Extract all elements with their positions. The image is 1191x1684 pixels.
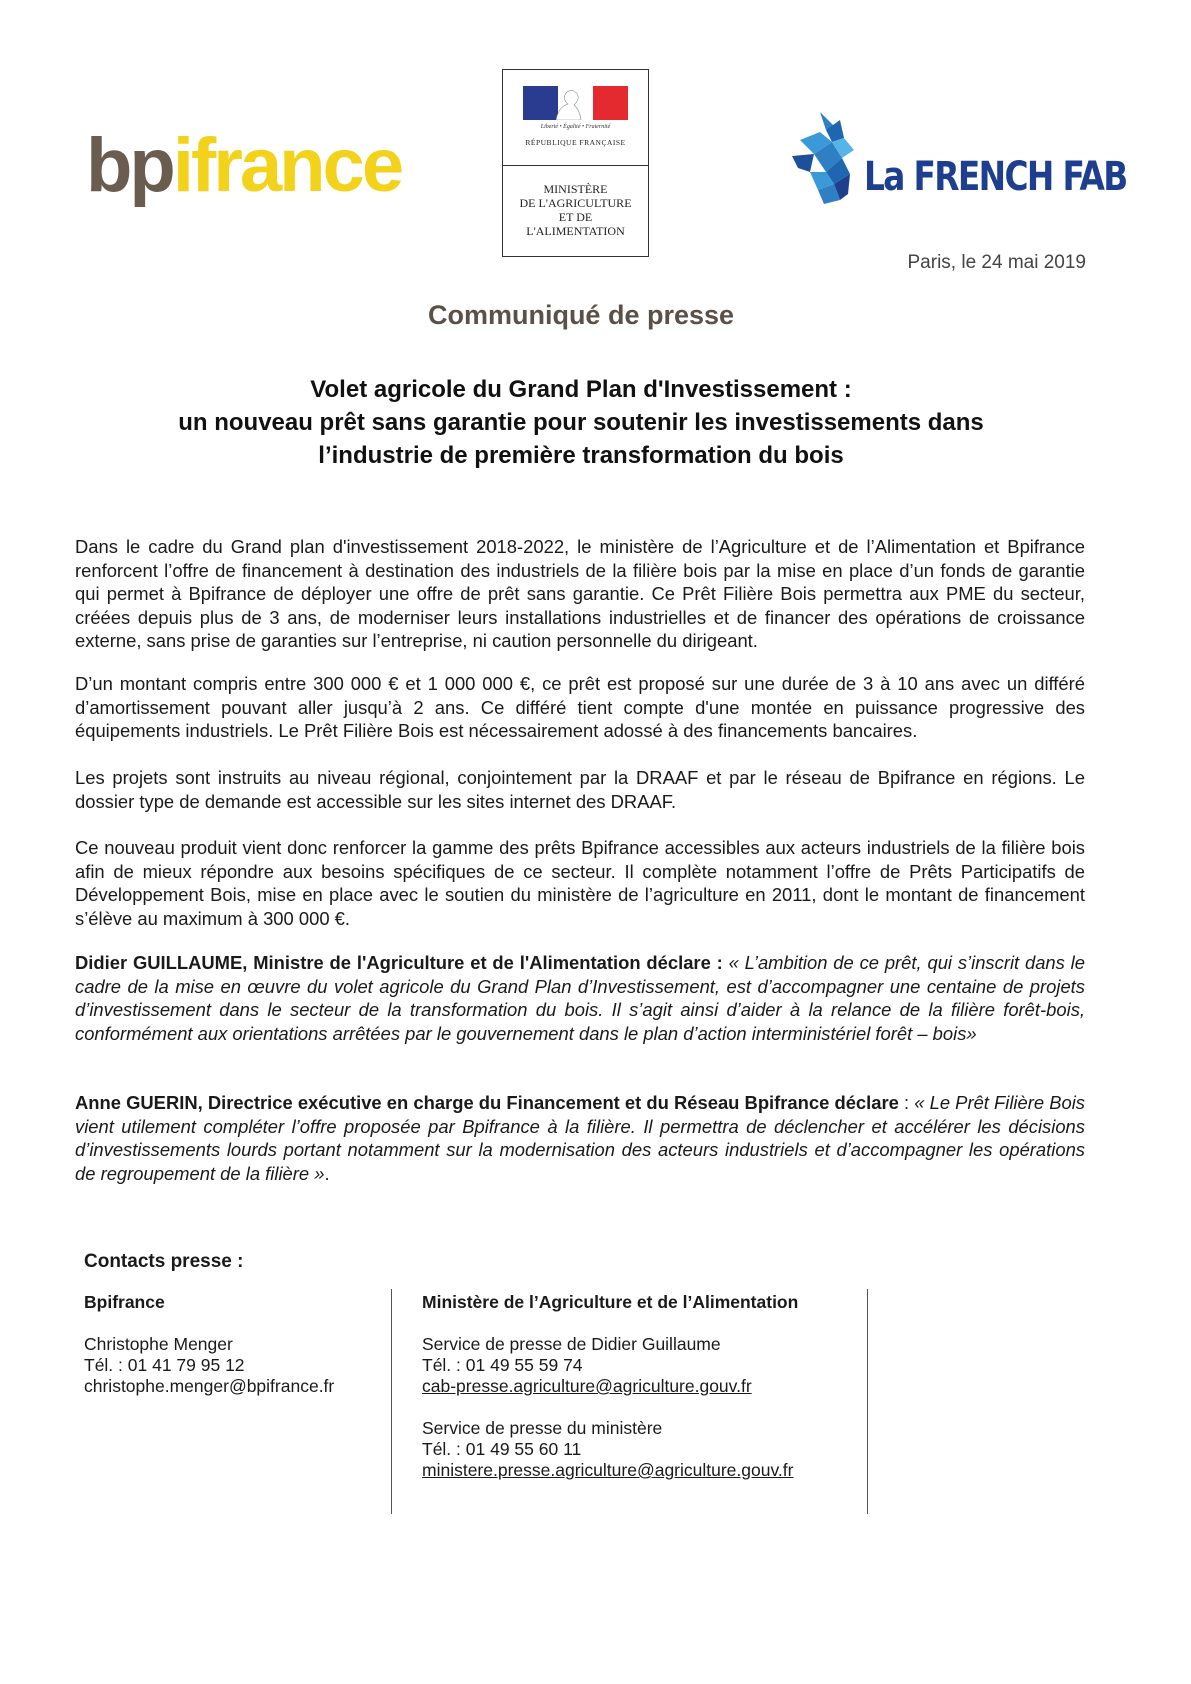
contact-phone: Tél. : 01 49 55 60 11 — [422, 1439, 582, 1459]
contact-phone: Tél. : 01 49 55 59 74 — [422, 1355, 583, 1375]
contact-service: Service de presse du ministère — [422, 1418, 663, 1438]
quote-text: « Le Prêt Filière Bois vient utilement compléter l’offre proposée par Bpifrance à la filière. Il permettra de déclencher et accélérer les décisions d’investissements lourds portant notamment sur la modernisation des acteurs industriels et d’accompagner les opérations de regroupement de la filière » — [75, 1092, 1085, 1184]
contacts-heading: Contacts presse : — [84, 1251, 244, 1272]
contact-name: Christophe Menger — [84, 1334, 233, 1354]
contact-phone: Tél. : 01 41 79 95 12 — [84, 1355, 245, 1375]
quote-guerin: Anne GUERIN, Directrice exécutive en charge du Financement et du Réseau Bpifrance déclare : « Le Prêt Filière Bois vient utilement compléter l’offre proposée par Bpifrance à la filière. Il permettra de déclencher et accélérer les décisions d’investissements lourds portant notamment sur la modernisation des acteurs industriels et d’accompagner les opérations de regroupement de la filière ». — [75, 1092, 1085, 1184]
contact-email[interactable]: christophe.menger@bpifrance.fr — [84, 1376, 335, 1396]
press-release-title — [80, 373, 1082, 472]
quote-speaker: Didier GUILLAUME, Ministre de l'Agriculture et de l'Alimentation déclare : — [75, 952, 723, 973]
body-paragraph: D’un montant compris entre 300 000 € et 1 000 000 €, ce prêt est proposé sur une durée de 3 à 10 ans avec un différé d’amortissement pouvant aller jusqu’à 2 ans. Ce différé tient compte d'une montée en puissance progressive des équipements industriels. Le Prêt Filière Bois est nécessairement adossé à des financements bancaires. — [75, 673, 1085, 741]
ministry-name: MINISTÈRE DE L'AGRICULTURE ET DE L'ALIMENTATION — [519, 182, 632, 238]
quote-guillaume — [75, 951, 1085, 1045]
column-divider — [867, 1289, 868, 1514]
ministry-logo — [502, 69, 649, 257]
quote-text: « L’ambition de ce prêt, qui s’inscrit dans le cadre de la mise en œuvre du volet agricole du Grand Plan d’Investissement, est d’accompagner une centaine de projets d’investissement dans le secteur de la transformation du bois. Il s’agit ainsi d’aider à la relance de la filière forêt-bois, conformément aux orientations arrêtées par le gouvernement dans le plan d’action interministériel forêt – bois» — [75, 952, 1085, 1044]
body-paragraph: Les projets sont instruits au niveau régional, conjointement par la DRAAF et par le réseau de Bpifrance en régions. Le dossier type de demande est accessible sur les sites internet des DRAAF. — [75, 767, 1085, 812]
contact-email-link[interactable]: ministere.presse.agriculture@agriculture.gouv.fr — [422, 1460, 794, 1480]
title-line: Volet agricole du Grand Plan d'Investissement : — [310, 376, 852, 403]
press-release-date: Paris, le 24 mai 2019 — [907, 252, 1086, 273]
republic-motto: Liberté • Égalité • Fraternité — [540, 124, 611, 130]
contact-service: Service de presse de Didier Guillaume — [422, 1334, 721, 1354]
title-line: l’industrie de première transformation du bois — [318, 442, 844, 469]
contact-bpifrance — [84, 1292, 374, 1397]
quote-speaker: Anne GUERIN, Directrice exécutive en charge du Financement et du Réseau Bpifrance déclare — [75, 1092, 899, 1113]
rooster-icon — [790, 110, 870, 206]
marianne-flag-icon — [523, 86, 628, 120]
bpifrance-logo: bpifrance — [86, 123, 402, 208]
contact-org: Bpifrance — [84, 1292, 165, 1312]
frenchfab-text: La FRENCH FAB — [864, 154, 1127, 200]
contact-org: Ministère de l’Agriculture et de l’Alimentation — [422, 1292, 799, 1312]
divider — [503, 165, 648, 166]
frenchfab-logo — [790, 110, 1127, 210]
body-paragraph: Ce nouveau produit vient donc renforcer la gamme des prêts Bpifrance accessibles aux acteurs industriels de la filière bois afin de mieux répondre aux besoins spécifiques de ce secteur. Il complète notamment l’offre de Prêts Participatifs de Développement Bois, mise en place avec le soutien du ministère de l’agriculture en 2011, dont le montant de financement s’élève au maximum à 300 000 €. — [75, 837, 1085, 929]
contact-ministry — [422, 1292, 862, 1481]
body-paragraph: Dans le cadre du Grand plan d'investissement 2018-2022, le ministère de l’Agriculture et de l’Alimentation et Bpifrance renforcent l’offre de financement à destination des industriels de la filière bois par la mise en place d’un fonds de garantie qui permet à Bpifrance de déployer une offre de prêt sans garantie. Ce Prêt Filière Bois permettra aux PME du secteur, créées depuis plus de 3 ans, de moderniser leurs installations industrielles et de financer des opérations de croissance externe, sans prise de garanties sur l’entreprise, ni caution personnelle du dirigeant. — [75, 536, 1085, 651]
title-line: un nouveau prêt sans garantie pour soutenir les investissements dans — [178, 409, 984, 436]
communique-heading: Communiqué de presse — [427, 300, 735, 330]
contact-email-link[interactable]: cab-presse.agriculture@agriculture.gouv.fr — [422, 1376, 752, 1396]
column-divider — [391, 1289, 392, 1514]
republique-francaise-label: RÉPUBLIQUE FRANÇAISE — [525, 138, 626, 147]
